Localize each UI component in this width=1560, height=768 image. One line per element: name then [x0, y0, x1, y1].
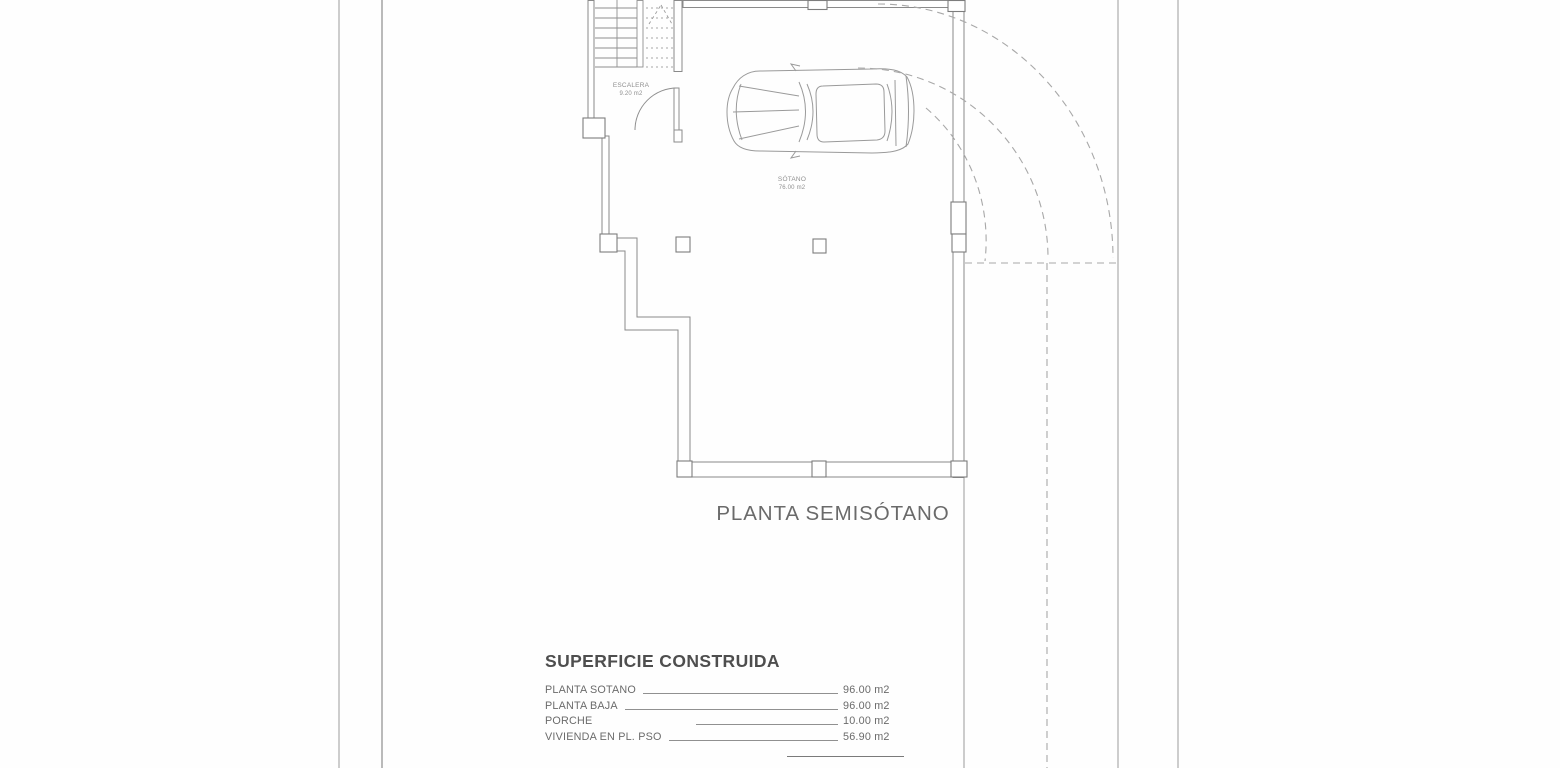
car-top-view [727, 64, 914, 158]
plan-title: PLANTA SEMISÓTANO [716, 502, 950, 525]
leader-line [643, 692, 838, 694]
car-hood-line [733, 110, 799, 112]
pillar [813, 239, 826, 253]
leader-line [669, 739, 838, 741]
pillar [948, 1, 965, 12]
car-trunk-line [895, 80, 896, 146]
garage-door-jamb [951, 202, 966, 234]
wall-step-inner [617, 251, 678, 462]
wall-mid-left [602, 136, 609, 238]
table-row [545, 696, 905, 711]
table-row [545, 712, 905, 727]
leader-line [625, 708, 838, 710]
basement-room-name: SÓTANO [777, 176, 807, 183]
table-row [545, 681, 905, 696]
row-label: PORCHE [545, 715, 593, 728]
stair-room-area: 9.20 m2 [619, 91, 643, 97]
turning-arc-outer [878, 4, 1113, 258]
row-label: PLANTA BAJA [545, 699, 618, 712]
row-value: 96.00 m2 [843, 699, 890, 712]
wall-step-outer [617, 238, 690, 462]
car-roof [816, 84, 885, 142]
row-value: 96.00 m2 [843, 684, 890, 697]
pillar [952, 234, 966, 252]
built-surface-table [545, 651, 905, 757]
door-jamb [674, 130, 682, 142]
pillar [583, 118, 605, 138]
pillar [677, 461, 692, 477]
stair-treads-dashed [646, 8, 674, 67]
car-windshield [799, 82, 806, 142]
car-windshield [807, 84, 813, 140]
wall-stair-left [588, 1, 594, 122]
pillar [808, 1, 827, 10]
row-label: VIVIENDA EN PL. PSO [545, 730, 662, 743]
wall-stair-right [674, 1, 682, 72]
table-heading: SUPERFICIE CONSTRUIDA [545, 651, 780, 671]
row-value: 56.90 m2 [843, 730, 890, 743]
pillar [676, 237, 690, 252]
row-value: 10.00 m2 [843, 715, 890, 728]
car-hood-line [739, 86, 799, 96]
stair-room-label [602, 82, 660, 98]
pillar [951, 461, 967, 477]
car-hood-line [739, 126, 799, 139]
leader-line [696, 723, 838, 725]
total-separator-line [787, 756, 904, 757]
stair-treads-solid [595, 0, 637, 67]
column-pillars [583, 1, 967, 478]
table-row [545, 727, 905, 742]
pillar [600, 234, 617, 252]
stair-stringer [637, 1, 643, 68]
table-rows [545, 681, 905, 743]
building-walls [588, 1, 964, 478]
door-leaf [674, 88, 679, 130]
row-label: PLANTA SOTANO [545, 684, 636, 697]
pillar [812, 461, 826, 477]
stair-room-name: ESCALERA [612, 82, 650, 89]
car-rear-edge [906, 76, 909, 147]
car-rear-window [887, 84, 892, 141]
basement-room-area: 76.00 m2 [778, 185, 806, 191]
basement-room-label [760, 176, 824, 192]
staircase [595, 0, 674, 67]
